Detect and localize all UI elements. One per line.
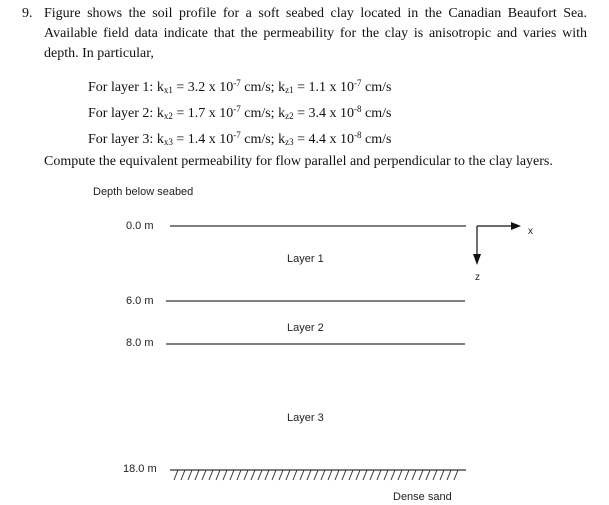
hatch-mark <box>335 470 339 480</box>
hatch-mark <box>251 470 255 480</box>
layer-3-kx-subscript: x3 <box>163 137 173 147</box>
layer-2-prefix: For layer 2: k <box>88 106 164 121</box>
hatch-mark <box>363 470 367 480</box>
hatch-mark <box>195 470 199 480</box>
hatch-mark <box>398 470 402 480</box>
layer-3-kx-value: = 1.4 x 10 <box>172 132 234 147</box>
layer-1-label: Layer 1 <box>287 253 324 265</box>
z-axis-label: z <box>475 272 480 283</box>
axes-indicator <box>473 222 521 265</box>
layer-2-kz-prefix: cm/s; k <box>240 106 286 121</box>
hatch-mark <box>272 470 276 480</box>
hatch-mark <box>223 470 227 480</box>
layer-3-unit: cm/s <box>361 132 392 147</box>
hatch-mark <box>300 470 304 480</box>
layer-2-kx-value: = 1.7 x 10 <box>172 106 234 121</box>
layer-3-label: Layer 3 <box>287 412 324 424</box>
layer-2-kz-exponent: -8 <box>353 104 362 114</box>
hatch-mark <box>391 470 395 480</box>
layer-2-kx-exponent: -7 <box>233 104 241 114</box>
hatch-mark <box>412 470 416 480</box>
layer-1-kz-subscript: z1 <box>285 85 294 95</box>
hatch-mark <box>230 470 234 480</box>
problem-intro: Figure shows the soil profile for a soft seabed clay located in the Canadian Beaufort Sea. Available field data indicate that the permeability for the clay is anisotropic and varies with depth. In particular, <box>44 6 587 61</box>
hatch-mark <box>244 470 248 480</box>
hatch-mark <box>265 470 269 480</box>
layer-3-kz-value: = 4.4 x 10 <box>293 132 354 147</box>
hatch-mark <box>447 470 451 480</box>
hatch-mark <box>258 470 262 480</box>
hatch-mark <box>419 470 423 480</box>
layer-3-kz-subscript: z3 <box>285 137 294 147</box>
layer-2-kx-subscript: x2 <box>163 111 173 121</box>
hatch-mark <box>370 470 374 480</box>
hatch-mark <box>286 470 290 480</box>
hatch-mark <box>342 470 346 480</box>
depth-label-8: 8.0 m <box>126 337 154 349</box>
hatch-mark <box>426 470 430 480</box>
hatch-mark <box>307 470 311 480</box>
layer-2-kz-subscript: z2 <box>285 111 294 121</box>
hatch-mark <box>384 470 388 480</box>
hatch-mark <box>202 470 206 480</box>
problem-number: 9. <box>22 6 33 21</box>
hatch-mark <box>314 470 318 480</box>
z-arrow-icon <box>473 254 481 265</box>
layer-3-prefix: For layer 3: k <box>88 132 164 147</box>
layer-1-kz-exponent: -7 <box>353 78 362 88</box>
hatch-mark <box>433 470 437 480</box>
layer-1-unit: cm/s <box>361 80 392 95</box>
hatch-mark <box>440 470 444 480</box>
layer-1-kx-exponent: -7 <box>233 78 241 88</box>
hatch-mark <box>321 470 325 480</box>
hatch-mark <box>216 470 220 480</box>
hatch-mark <box>237 470 241 480</box>
depth-label-18: 18.0 m <box>123 463 157 475</box>
hatch-mark <box>454 470 458 480</box>
dense-sand-label: Dense sand <box>393 491 452 503</box>
hatch-mark <box>279 470 283 480</box>
hatch-mark <box>174 470 178 480</box>
x-axis-label: x <box>528 226 533 237</box>
layer-1-kz-prefix: cm/s; k <box>240 80 286 95</box>
layer-2-label: Layer 2 <box>287 322 324 334</box>
layer-1-kz-value: = 1.1 x 10 <box>293 80 354 95</box>
depth-label-0: 0.0 m <box>126 220 154 232</box>
hatch-mark <box>293 470 297 480</box>
hatch-mark <box>188 470 192 480</box>
hatch-mark <box>209 470 213 480</box>
layer-1-kx-subscript: x1 <box>163 85 173 95</box>
depth-heading: Depth below seabed <box>93 186 194 198</box>
hatch-mark <box>349 470 353 480</box>
hatch-mark <box>181 470 185 480</box>
dense-sand-boundary <box>170 470 466 480</box>
layer-2-kz-value: = 3.4 x 10 <box>293 106 354 121</box>
hatch-mark <box>377 470 381 480</box>
depth-label-6: 6.0 m <box>126 295 154 307</box>
hatch-mark <box>328 470 332 480</box>
problem-question: Compute the equivalent permeability for flow parallel and perpendicular to the clay layers. <box>44 154 553 169</box>
layer-2-unit: cm/s <box>361 106 392 121</box>
hatch-mark <box>405 470 409 480</box>
x-arrow-icon <box>511 222 521 230</box>
layer-3-kz-exponent: -8 <box>353 130 362 140</box>
hatch-mark <box>356 470 360 480</box>
layer-1-prefix: For layer 1: k <box>88 80 164 95</box>
layer-1-kx-value: = 3.2 x 10 <box>172 80 234 95</box>
layer-3-kx-exponent: -7 <box>233 130 241 140</box>
layer-3-kz-prefix: cm/s; k <box>240 132 286 147</box>
